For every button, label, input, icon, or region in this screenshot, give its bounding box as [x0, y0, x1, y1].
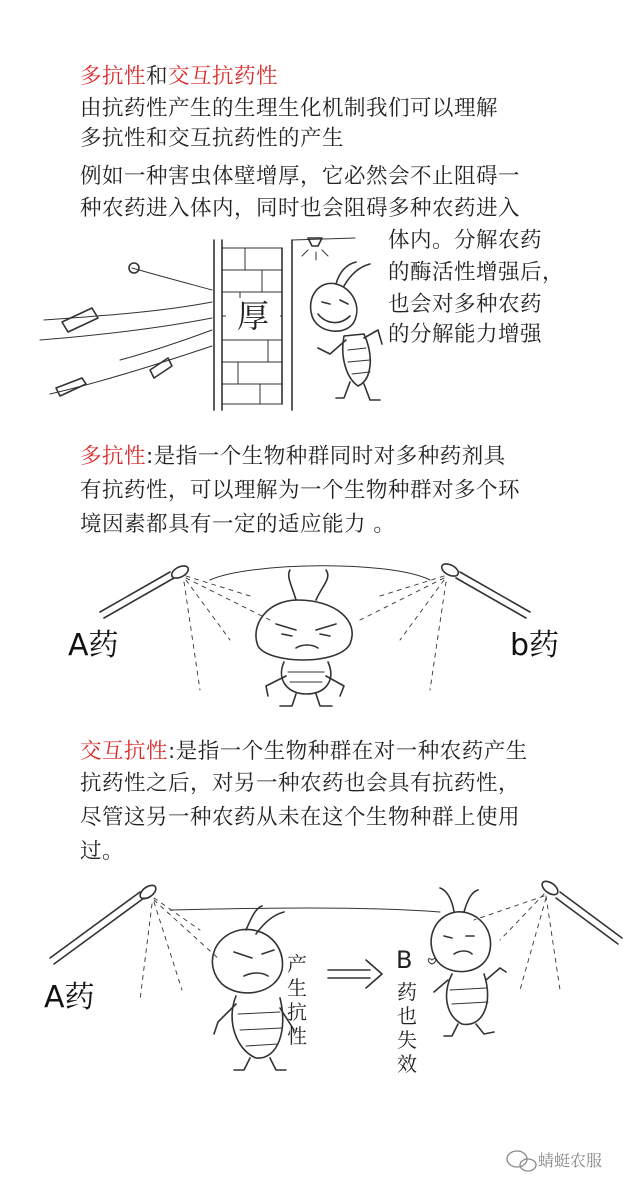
title-and: 和 [146, 64, 169, 89]
syringe-right-sketch [360, 561, 530, 690]
section3-line2: 抗药性之后，对另一种农药也会具有抗药性， [80, 771, 521, 796]
section1-title [80, 60, 278, 94]
wechat-logo-icon [507, 1151, 536, 1171]
resistant-bug-sketch [212, 906, 294, 1070]
section2-line1 [80, 440, 506, 474]
section3-line3: 尽管这另一种农药从未在这个生物种群上使用 [80, 805, 521, 830]
term-multi-resistance: 多抗性 [80, 444, 147, 469]
drug-b-label: b药 [510, 628, 560, 663]
drug-a-label-2: A药 [44, 980, 95, 1015]
title-cross-resistance: 交互抗药性 [168, 64, 279, 89]
section3-definition-start: :是指一个生物种群在对一种农药产生 [168, 739, 528, 764]
title-multi-resistance: 多抗性 [80, 64, 147, 89]
section1-example-line1: 例如一种害虫体壁增厚，它必然会不止阻碍一 [80, 164, 521, 189]
resistance-produced-vertical: 产生抗性 [287, 952, 307, 1048]
section1-side-line3: 也会对多种农药 [388, 292, 543, 317]
syringe-b-sketch [474, 879, 622, 990]
section1-line1: 由抗药性产生的生理生化机制我们可以理解 [80, 96, 499, 121]
section1-example-line2: 种农药进入体内，同时也会阻碍多种农药进入 [80, 196, 521, 221]
watermark-text: 蜻蜓农服 [538, 1151, 603, 1170]
section3-line4: 过。 [80, 839, 125, 864]
lamp-sketch [302, 238, 328, 260]
smiling-bug-sketch [311, 262, 382, 400]
term-cross-resistance: 交互抗性 [80, 739, 169, 764]
drug-a-label: A药 [68, 628, 119, 663]
wall-thick-label: 厚 [226, 298, 280, 334]
section2-line2: 有抗药性，可以理解为一个生物种群对多个环 [80, 478, 521, 503]
syringe-left-sketch [100, 563, 270, 690]
bullet-sketches [40, 263, 212, 396]
section2-definition-start: :是指一个生物种群同时对多种药剂具 [146, 444, 506, 469]
second-bug-sketch [428, 888, 506, 1036]
also-ineffective-vertical: 药也失效 [397, 980, 417, 1076]
arrow-sketch [328, 960, 382, 988]
section1-line2: 多抗性和交互抗药性的产生 [80, 126, 345, 151]
section2-line3: 境因素都具有一定的适应能力 。 [80, 512, 396, 537]
section1-side-line4: 的分解能力增强 [388, 322, 543, 347]
drug-b-letter: B [396, 946, 413, 974]
angry-bug-sketch [256, 570, 352, 706]
section1-side-line2: 的酶活性增强后， [388, 260, 565, 285]
section1-side-line1: 体内。分解农药 [388, 228, 543, 253]
section3-line1 [80, 735, 528, 769]
